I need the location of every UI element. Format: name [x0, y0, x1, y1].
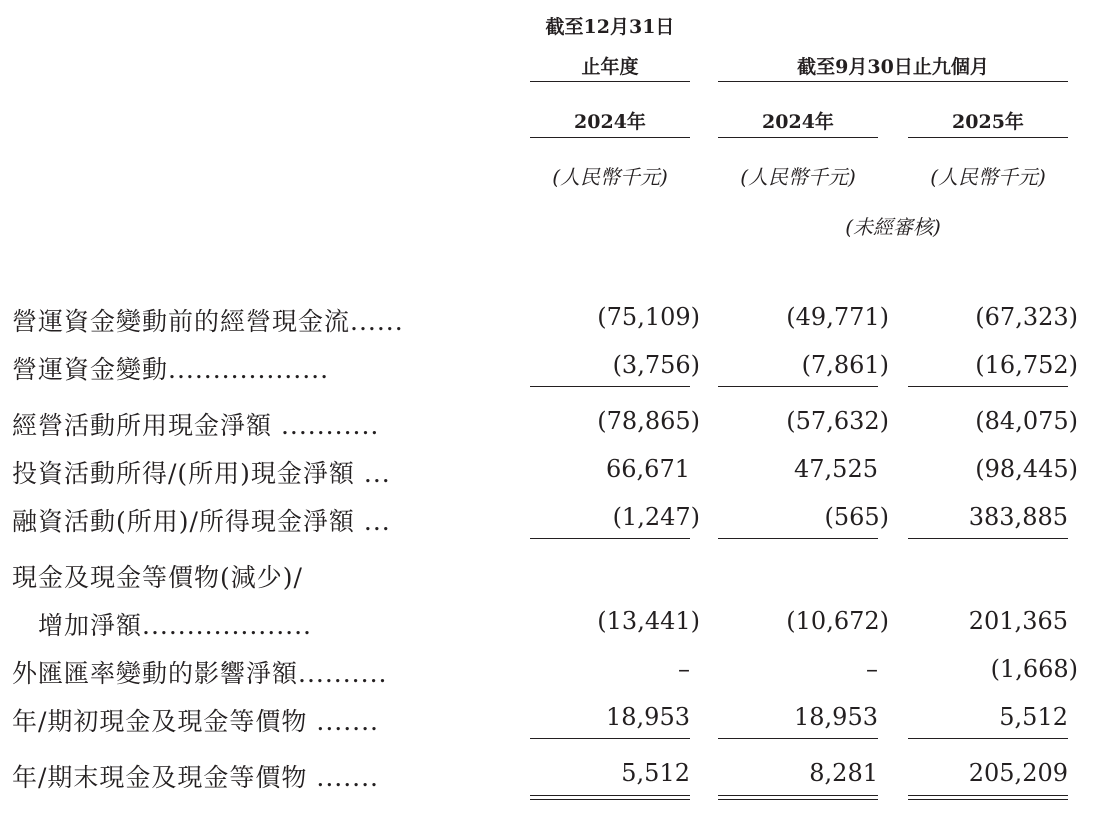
row-value: (84,075)	[975, 407, 1078, 435]
unit-col2: (人民幣千元)	[740, 165, 856, 189]
row-value: 18,953	[794, 703, 878, 731]
row-label-net-change-cash-cont: 增加淨額...................	[38, 611, 312, 640]
year-header-col2: 2024年	[762, 111, 834, 133]
row-value: (78,865)	[597, 407, 700, 435]
row-value: (13,441)	[597, 607, 700, 635]
row-value: (1,668)	[990, 655, 1078, 683]
row-value: 201,365	[968, 607, 1068, 635]
unit-col3: (人民幣千元)	[930, 165, 1046, 189]
row-value: 5,512	[999, 703, 1068, 731]
subtotal-rule	[718, 538, 878, 539]
row-value: 8,281	[809, 759, 878, 787]
row-label-fx-effect: 外匯匯率變動的影響淨額..........	[12, 659, 388, 688]
subtotal-rule	[530, 386, 690, 387]
total-double-rule	[908, 795, 1068, 800]
row-value: (10,672)	[786, 607, 889, 635]
subtotal-rule	[908, 538, 1068, 539]
row-value: (565)	[824, 503, 889, 531]
row-value: 66,671	[606, 455, 690, 483]
col1-header-bottom: 止年度	[581, 56, 639, 78]
nine-months-group-header: 截至9月30日止九個月	[797, 56, 989, 78]
row-label-net-op-cash: 經營活動所用現金淨額 ...........	[12, 411, 380, 440]
col1-header-top: 截至12月31日	[545, 16, 675, 38]
row-label-closing-cash: 年/期末現金及現金等價物 .......	[12, 763, 379, 792]
total-double-rule	[718, 795, 878, 800]
header-underline-group	[718, 81, 1068, 82]
row-label-op-cash-before-wc: 營運資金變動前的經營現金流......	[12, 307, 404, 336]
row-value: (16,752)	[975, 351, 1078, 379]
year-underline-col1	[530, 137, 690, 138]
row-value: 18,953	[606, 703, 690, 731]
subtotal-rule	[908, 386, 1068, 387]
row-label-opening-cash: 年/期初現金及現金等價物 .......	[12, 707, 379, 736]
subtotal-rule	[718, 738, 878, 739]
row-label-net-change-cash: 現金及現金等價物(減少)/	[12, 563, 303, 592]
row-value: (1,247)	[612, 503, 700, 531]
row-value: (3,756)	[612, 351, 700, 379]
row-value: 47,525	[794, 455, 878, 483]
unaudited-note: (未經審核)	[845, 215, 941, 239]
row-value: (7,861)	[801, 351, 889, 379]
year-header-col1: 2024年	[574, 111, 646, 133]
header-underline-col1	[530, 81, 690, 82]
row-value: –	[678, 655, 690, 683]
subtotal-rule	[908, 738, 1068, 739]
total-double-rule	[530, 795, 690, 800]
row-value: 5,512	[621, 759, 690, 787]
row-value: –	[866, 655, 878, 683]
year-header-col3: 2025年	[952, 111, 1024, 133]
subtotal-rule	[718, 386, 878, 387]
row-value: (98,445)	[975, 455, 1078, 483]
unit-col1: (人民幣千元)	[552, 165, 668, 189]
row-value: 383,885	[968, 503, 1068, 531]
row-value: (67,323)	[975, 303, 1078, 331]
row-value: 205,209	[968, 759, 1068, 787]
subtotal-rule	[530, 538, 690, 539]
subtotal-rule	[530, 738, 690, 739]
row-value: (75,109)	[597, 303, 700, 331]
year-underline-col3	[908, 137, 1068, 138]
row-label-wc-changes: 營運資金變動..................	[12, 355, 330, 384]
row-value: (57,632)	[786, 407, 889, 435]
row-label-net-investing-cash: 投資活動所得/(所用)現金淨額 ...	[12, 459, 391, 488]
row-value: (49,771)	[786, 303, 889, 331]
year-underline-col2	[718, 137, 878, 138]
row-label-net-financing-cash: 融資活動(所用)/所得現金淨額 ...	[12, 507, 391, 536]
